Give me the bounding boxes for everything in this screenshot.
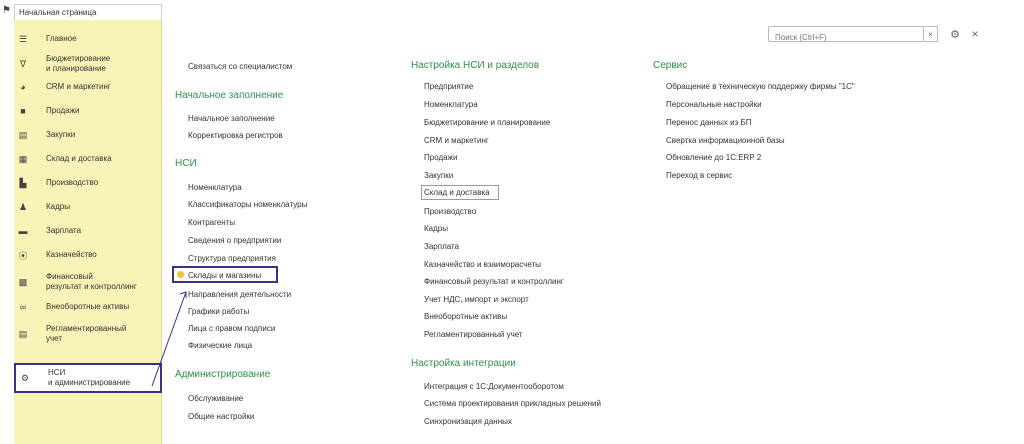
link-warehouses-and-stores[interactable]: Склады и магазины xyxy=(188,271,262,280)
sidebar-item-label: Финансовый результат и контроллинг xyxy=(46,272,137,291)
link[interactable]: Производство xyxy=(424,207,477,216)
link[interactable]: Физические лица xyxy=(188,341,253,350)
section-title: НСИ xyxy=(175,158,197,169)
link[interactable]: Финансовый результат и контроллинг xyxy=(424,277,564,286)
sidebar xyxy=(14,20,162,444)
assets-icon: ∞ xyxy=(19,302,27,312)
home-icon[interactable]: ⚑ xyxy=(2,5,11,16)
link[interactable]: Обращение в техническую поддержку фирмы "1С" xyxy=(666,82,855,91)
sidebar-item-label: НСИ и администрирование xyxy=(48,368,131,387)
section-title: Начальное заполнение xyxy=(175,90,284,101)
link[interactable]: Обслуживание xyxy=(188,394,244,403)
link[interactable]: Продажи xyxy=(424,153,458,162)
link[interactable]: Общие настройки xyxy=(188,412,255,421)
sidebar-item-purchases[interactable] xyxy=(14,128,162,142)
link[interactable]: Структура предприятия xyxy=(188,254,276,263)
menu-icon: ☰ xyxy=(18,33,28,44)
close-icon: × xyxy=(928,29,933,39)
link[interactable]: Внеоборотные активы xyxy=(424,312,508,321)
link[interactable]: Номенклатура xyxy=(424,100,478,109)
settings-button[interactable] xyxy=(948,26,962,42)
link[interactable]: Синхронизация данных xyxy=(424,417,512,426)
salary-icon: ▬ xyxy=(18,226,28,236)
cart-icon: ▤ xyxy=(18,129,28,140)
link[interactable]: Обновление до 1С:ERP 2 xyxy=(666,153,762,162)
link[interactable]: Направления деятельности xyxy=(188,290,292,299)
link[interactable]: Закупки xyxy=(424,171,454,180)
link[interactable]: Свертка информационной базы xyxy=(666,136,785,145)
gear-icon: ⚙ xyxy=(950,28,960,41)
sidebar-item-label: Зарплата xyxy=(46,226,82,235)
sidebar-item-regulated-accounting[interactable] xyxy=(14,322,162,346)
budget-icon: ∇ xyxy=(19,58,27,69)
favorite-star-icon[interactable] xyxy=(177,271,184,278)
sidebar-item-warehouse[interactable] xyxy=(14,152,162,166)
link[interactable]: Зарплата xyxy=(424,242,460,251)
sidebar-item-crm[interactable] xyxy=(14,80,162,94)
link[interactable]: Графики работы xyxy=(188,307,250,316)
link[interactable]: Контрагенты xyxy=(188,218,236,227)
tab-home[interactable] xyxy=(14,4,162,20)
crm-icon: ◕ xyxy=(20,82,26,92)
sidebar-item-label: Закупки xyxy=(46,130,76,139)
link-warehouse-and-delivery[interactable]: Склад и доставка xyxy=(424,188,490,197)
sales-icon: ■ xyxy=(20,106,26,116)
link[interactable]: Бюджетирование и планирование xyxy=(424,118,551,127)
document-icon: ▤ xyxy=(18,328,28,339)
sidebar-item-sales[interactable] xyxy=(14,104,162,118)
sidebar-item-label: Регламентированный учет xyxy=(46,324,127,343)
close-button[interactable] xyxy=(968,26,982,42)
section-title: Администрирование xyxy=(175,369,271,380)
link[interactable]: Классификаторы номенклатуры xyxy=(188,200,308,209)
sidebar-item-label: Продажи xyxy=(46,106,80,115)
link[interactable]: CRM и маркетинг xyxy=(424,136,489,145)
sidebar-item-label: Бюджетирование и планирование xyxy=(46,54,111,73)
factory-icon: ▙ xyxy=(19,177,27,188)
section-title: Настройка интеграции xyxy=(411,358,516,369)
sidebar-item-label: CRM и маркетинг xyxy=(46,82,111,91)
link[interactable]: Перенос данных из БП xyxy=(666,118,752,127)
chart-icon: ▩ xyxy=(18,276,28,287)
link[interactable]: Предприятие xyxy=(424,82,474,91)
sidebar-item-treasury[interactable] xyxy=(14,248,162,262)
link[interactable]: Персональные настройки xyxy=(666,100,762,109)
warehouse-icon: ▦ xyxy=(18,153,28,164)
sidebar-item-label: Казначейство xyxy=(46,250,97,259)
sidebar-item-label: Склад и доставка xyxy=(46,154,112,163)
treasury-icon: ⦿ xyxy=(18,250,28,261)
sidebar-item-nsi-admin[interactable] xyxy=(14,363,162,393)
sidebar-item-financial-result[interactable] xyxy=(14,270,162,294)
link[interactable]: Сведения о предприятии xyxy=(188,236,282,245)
search-field[interactable] xyxy=(768,26,924,42)
sidebar-item-label: Внеоборотные активы xyxy=(46,302,130,311)
link-contact-specialist[interactable]: Связаться со специалистом xyxy=(188,62,293,71)
link[interactable]: Кадры xyxy=(424,224,448,233)
link[interactable]: Казначейство и взаиморасчеты xyxy=(424,260,541,269)
link[interactable]: Интеграция с 1С:Документооборотом xyxy=(424,382,564,391)
person-icon: ♟ xyxy=(18,201,28,212)
link[interactable]: Переход в сервис xyxy=(666,171,733,180)
link[interactable]: Номенклатура xyxy=(188,183,242,192)
link[interactable]: Регламентированный учет xyxy=(424,330,523,339)
sidebar-item-main[interactable] xyxy=(14,32,162,46)
link[interactable]: Начальное заполнение xyxy=(188,114,275,123)
settings-icon: ⚙ xyxy=(20,372,30,383)
sidebar-item-label: Главное xyxy=(46,34,77,43)
sidebar-item-hr[interactable] xyxy=(14,200,162,214)
top-bar xyxy=(0,0,1024,20)
search-input[interactable] xyxy=(769,31,923,45)
tab-home-label: Начальная страница xyxy=(19,8,97,17)
sidebar-item-production[interactable] xyxy=(14,176,162,190)
search-clear-button[interactable] xyxy=(924,26,938,42)
close-icon: × xyxy=(971,27,979,41)
link[interactable]: Система проектирования прикладных решений xyxy=(424,399,601,408)
section-title: Сервис xyxy=(653,60,688,71)
link[interactable]: Учет НДС, импорт и экспорт xyxy=(424,295,529,304)
sidebar-item-salary[interactable] xyxy=(14,224,162,238)
link[interactable]: Лица с правом подписи xyxy=(188,324,276,333)
link[interactable]: Корректировка регистров xyxy=(188,131,283,140)
sidebar-item-budgeting[interactable] xyxy=(14,52,162,76)
section-title: Настройка НСИ и разделов xyxy=(411,60,540,71)
sidebar-item-label: Кадры xyxy=(46,202,70,211)
sidebar-item-fixed-assets[interactable] xyxy=(14,300,162,314)
sidebar-item-label: Производство xyxy=(46,178,99,187)
